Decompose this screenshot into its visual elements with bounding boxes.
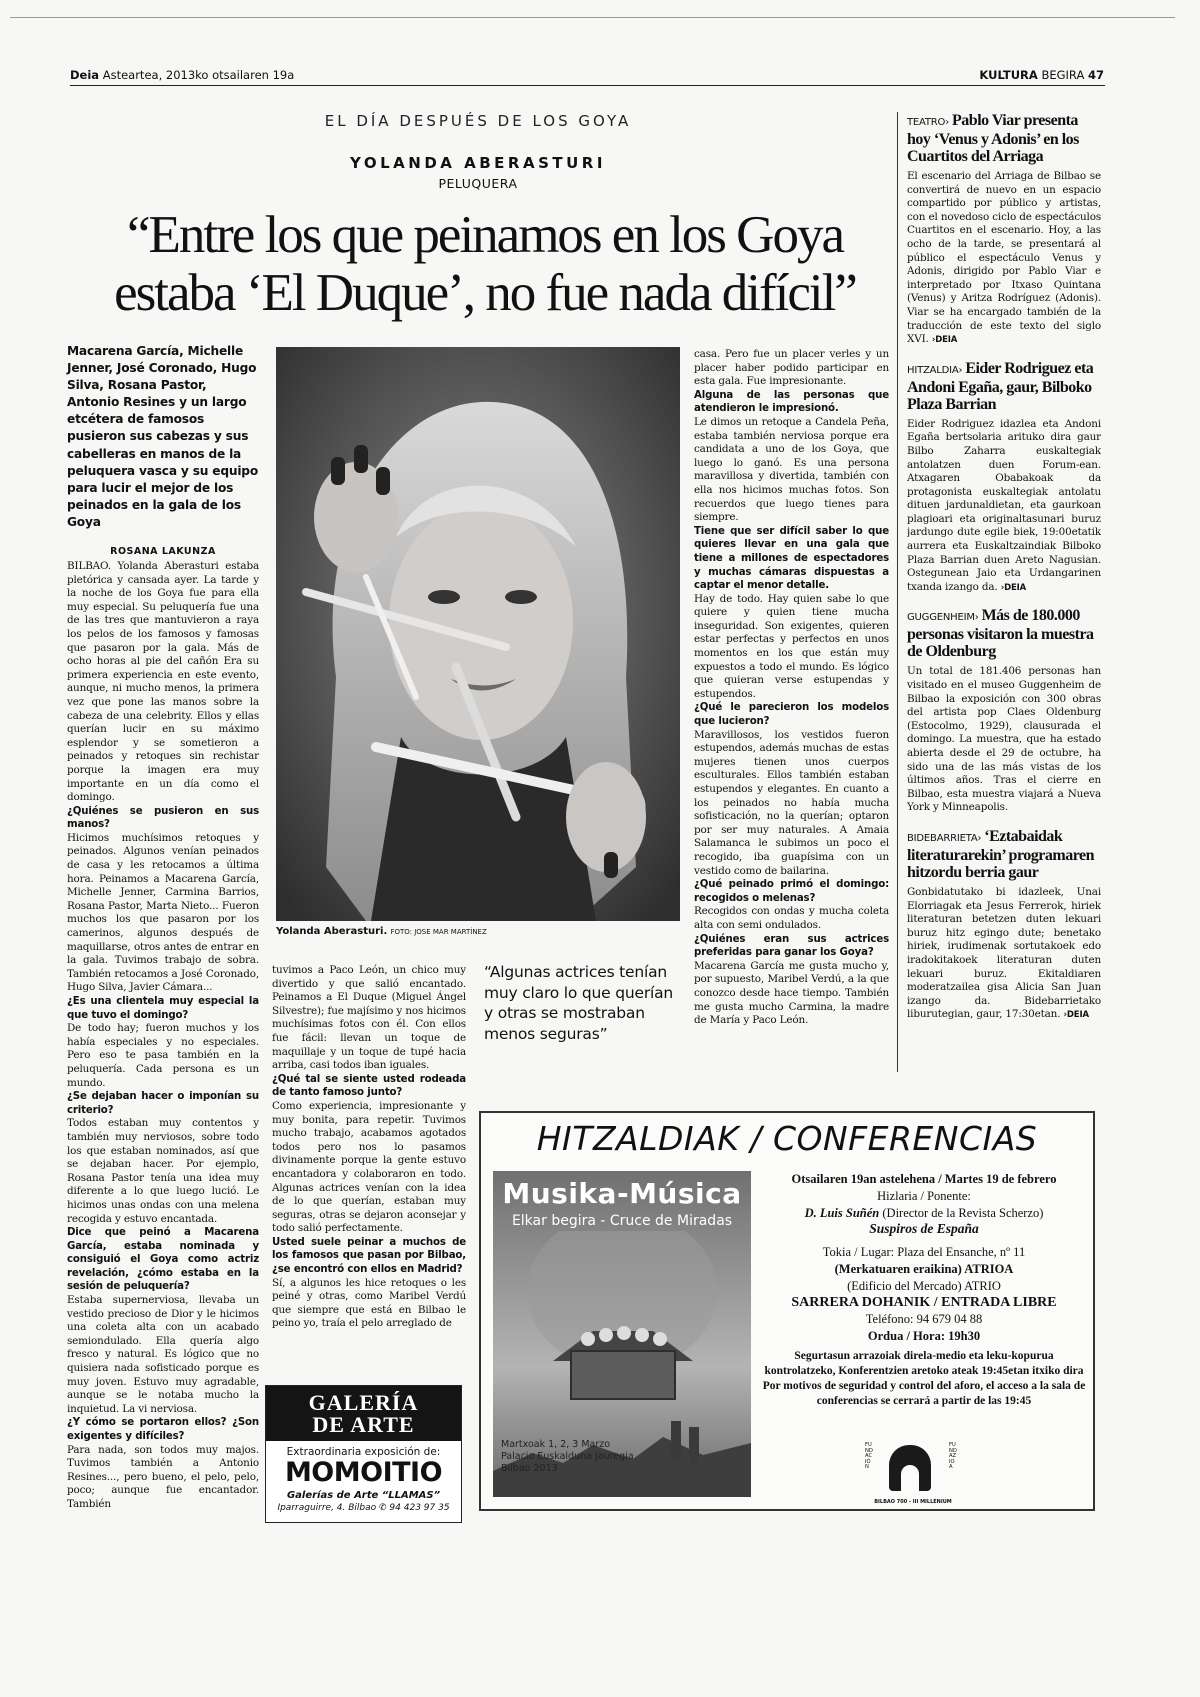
paragraph: Para nada, son todos muy majos. Tuvimos también a Antonio Resines..., pero bueno, el pelo, pelo, poco; aunque fue encantador. También [67,1443,259,1510]
brief-chevron-icon: › [958,364,966,376]
poster-city: Bilbao 2013 [501,1463,558,1474]
brief-kicker: TEATRO [907,117,946,128]
brief-body [907,418,1101,596]
conference-ad [479,1111,1095,1511]
sidebar-divider [897,112,898,1072]
paragraph: Hay de todo. Hay quien sabe lo que quiere y quien tiene mucha inseguridad. Son exigentes, quieren estar perfectas y perfectos en unos momentos en los que están muy expuestos a todo el mundo. Es lógico que quieran verse estupendas y estupendos. [694,592,889,700]
brief-body [907,886,1101,1023]
free-entry: SARRERA DOHANIK / ENTRADA LIBRE [791,1294,1057,1310]
foundation-left-text: FUNDACIÓN [865,1442,873,1471]
gallery-title-2: DE ARTE [312,1412,415,1437]
poster-venue: Palacio Euskalduna Jauregia [501,1451,634,1462]
paragraph: Estaba supernerviosa, llevaba un vestido precioso de Dior y le hicimos una coleta alta con un acabado semiondulado. Ella quería algo fresco y natural. Es lógico que no quisiera nada sofisticado porque es muy joven. Estuvo muy agradable, aunque se le notaba mucho la inquietud. La vi nerviosa. [67,1294,259,1415]
brief-chevron-icon: › [974,612,982,624]
brief-tag: ›DEIA [1063,1010,1089,1021]
caption-credit: FOTO: JOSE MAR MARTÍNEZ [390,928,487,936]
note-basque: Segurtasun arrazoiak direla-medio eta leku-kopurua kontrolatzeko, Konferentzien aretoko ateak 19:45etan itxiko dira [764,1349,1084,1377]
conference-date: Otsailaren 19an astelehena / Martes 19 de febrero [791,1172,1057,1186]
paragraph: Hicimos muchísimos retoques y peinados. Algunos venían peinados de casa y les retocamos a última hora. Peinamos a Macarena García, Michelle Jenner, Carmina Barrios, Rosana Pastor, Marta Nieto... Fueron muchos los que pasaron por los camerinos, algunos después de maquillarse, otros antes de entrar en la gala. Tuvimos trabajo de sobra. También retocamos a José Coronado, Hugo Silva, Javier Cámara... [67,831,259,994]
brief-title: Eider Rodriguez eta Andoni Egaña, gaur, Bilboko Plaza Barrian [907,359,1094,413]
interview-question: Tiene que ser difícil saber lo que quieres llevar en una gala que tiene a millones de espectadores y muchas cámaras dispuestas a captar el menor detalle. [694,525,889,592]
article-column-1 [67,560,259,1520]
brief-body [907,170,1101,348]
brief-body [907,665,1101,816]
brief-chevron-icon: › [945,117,953,128]
paragraph: tuvimos a Paco León, un chico muy divertido y que salió encantado. Peinamos a El Duque (Miguel Ángel Silvestre); fue majísimo y nos hicimos muchísimas fotos con él. Con ellos fue fácil: llevan un toque de maquillaje y un toque de tupé hacia arriba, casi todos iban iguales. [272,964,466,1072]
headline-line-1: “Entre los que peinamos en los Goya [127,206,843,264]
sidebar-brief [907,360,1101,596]
gallery-title-1: GALERÍA [308,1390,419,1415]
interview-question: ¿Quiénes eran sus actrices preferidas para ganar los Goya? [694,933,889,959]
brief-tag: ›DEIA [1000,582,1027,593]
header-rule [70,85,1105,86]
interview-question: Dice que peinó a Macarena García, estaba nominada y consiguió el Goya como actriz revelación, ¿cómo estaba en la sesión de peluquería? [67,1227,259,1293]
photo-caption [276,926,680,937]
page-header-left [70,68,294,82]
paragraph: Le dimos un retoque a Candela Peña, estaba también nerviosa porque era candidata a uno de los Goya, que luego lo ganó. Es una persona maravillosa y divertida, también con ella nos hicimos muchas fotos. Son recuerdos que luego tienes para siempre. [694,415,889,524]
portrait-illustration [276,347,680,921]
brief-heading [907,828,1101,881]
gallery-ad [265,1385,462,1523]
sidebar-brief [907,828,1101,1023]
sidebar-brief [907,112,1101,348]
brief-text: El escenario del Arriaga de Bilbao se convertirá de nuevo en un espacio compartido por público y artistas, con el novedoso ciclo de espectáculos Cuartitos en el escenario. Hoy, a las ocho de la tarde, se presentará al público el espectáculo Venus y Adonis, dirigido por Pablo Viar e interpretado por Itxaso Quintana (Venus) y Aritza Rodríguez (Adonis). Viar se ha encargado también de la traducción de este texto del siglo XVI. [907,170,1101,346]
gallery-header [266,1386,461,1441]
venue-line: Tokia / Lugar: Plaza del Ensanche, nº 11 [822,1245,1026,1260]
interview-question: ¿Qué tal se siente usted rodeada de tanto famoso junto? [272,1073,466,1099]
brief-heading [907,112,1101,165]
foundation-emblem-arch [901,1465,919,1491]
caption-name: Yolanda Aberasturi. [276,926,388,937]
section-name: KULTURA [979,68,1038,82]
interview-question: ¿Qué peinado primó el domingo: recogidos o melenas? [694,879,889,904]
interview-question: ¿Y cómo se portaron ellos? ¿Son exigentes y difíciles? [67,1417,259,1442]
article-kicker: EL DÍA DESPUÉS DE LOS GOYA [324,112,632,130]
brief-title: Más de 180.000 personas visitaron la muestra de Oldenburg [907,607,1094,661]
poster-title: Musika-Música [502,1177,742,1210]
speaker-name: D. Luis Suñén [804,1205,880,1220]
interview-question: Alguna de las personas que atendieron le impresionó. [694,389,889,415]
paragraph: casa. Pero fue un placer verles y un placer haber podido participar en esta gala. Fue impresionante. [694,348,889,388]
paragraph: Recogidos con ondas y mucha coleta alta con semi ondulados. [694,905,889,931]
paragraph: BILBAO. Yolanda Aberasturi estaba pletórica y cansada ayer. La tarde y la noche de los Goya fue para ella muy especial. Su peluquería fue una de las tres que mantuvieron a raya los pelos de los famosos y famosas que pasaron por la gala. Más de ocho horas al pie del cañón Era su primera experiencia en este evento, aunque, ni mucho menos, la primera vez que pone las manos sobre la cabeza de una celebrity. Ellos y ellas querían lucir en su máximo esplendor y se sometieron a peinados y retoques sin rechistar porque la imagen era muy importante en un día como el domingo. [67,560,259,804]
byline: ROSANA LAKUNZA [110,546,216,557]
foundation-right-text: FUNDAZIOA [949,1442,957,1471]
paragraph: Maravillosos, los vestidos fueron estupendos, además muchas de estas mujeres tienen unos cuerpos esculturales. Ellos también estaban estupendos y elegantes. En cuanto a los peinados no había mucha sofisticación, no la querían; optaron por ser muy naturales. A Amaia Salamanca le subimos un poco el recogido, iba guapísima con un vestido como de bailarina. [694,728,889,877]
poster-dates: Martxoak 1, 2, 3 Marzo [501,1439,611,1450]
brief-title: Pablo Viar presenta hoy ‘Venus y Adonis’ en los Cuartitos del Arriaga [907,112,1079,165]
poster-info [501,1439,634,1475]
speaker-line [759,1205,1089,1222]
conference-details [759,1171,1089,1409]
gallery-artist: MOMOITIO [284,1457,443,1488]
start-time: Ordua / Hora: 19h30 [867,1329,981,1344]
music-poster [493,1171,751,1497]
foundation-footer: BILBAO 700 - III MILLENIUM [874,1499,952,1505]
poster-subtitle: Elkar begira - Cruce de Miradas [511,1213,733,1229]
brief-kicker: HITZALDIA [907,364,959,376]
paragraph: De todo hay; fueron muchos y los había especiales y no especiales. Pero eso te pasa también en la peluquería. Cada persona es un mundo. [67,1022,259,1089]
note-spanish: Por motivos de seguridad y control del aforo, el acceso a la sala de conferencias se cerrará a partir de las 19:45 [762,1379,1086,1407]
gallery-name: Galerías de Arte “LLAMAS” [286,1490,441,1501]
paper-name: Deia [70,68,100,82]
venue-building-eu: (Merkatuaren eraikina) ATRIOA [834,1261,1014,1276]
page-number: 47 [1087,68,1104,82]
brief-kicker: BIDEBARRIETA [907,832,978,844]
header-date: Asteartea, 2013ko otsailaren 19a [102,68,295,82]
brief-heading [907,607,1101,660]
brief-text: Gonbidatutako bi idazleek, Unai Elorriagak eta Jesus Ferrerok, hiriek literaturan betetzen duten lekuari buruz hitz egingo dute; benetako hiriek, irudimenak sortutakoek edo iradokitakoek literaturan duten lekuari buruz. Ekitaldiaren moderatzailea gisa Alicia San Juan izango da. Bidebarrietako liburutegian, gaur, 17:30etan. [907,885,1101,1021]
foundation-logo [853,1443,973,1507]
brief-text: Eider Rodriguez idazlea eta Andoni Egaña bertsolaria arituko dira gaur Bilbo Zaharra euskaltegiak antolatzen duen Forum-ean. Atxagaren Obabakoak da protagonista euskaltegiak antolatu dituen jardunaldietan, eta gaurkoan plagioari eta originaltasunari buruz jardungo dute egile biek, 19:00etatik aurrera eta Euskaltzaindiak Bilboko Plaza Barrian duen Areto Nagusian. Ostegunean Jaio eta Urdangarinen txanda izango da. [907,417,1101,593]
headline [60,206,910,322]
paragraph: Como experiencia, impresionante y muy bonita, para repetir. Tuvimos mucho trabajo, acabamos agotados todos pero nos lo pasamos divinamente porque la gente estuvo encantadora y colaboraron en todo. Algunas actrices venían con la idea de lo que querían, estaban muy seguras, otras se dejaron aconsejar y todo salió perfectamente. [272,1099,466,1235]
speaker-role: (Director de la Revista Scherzo) [882,1205,1044,1220]
sidebar-briefs [907,112,1101,1077]
speaker-label: Hizlaria / Ponente: [877,1188,971,1203]
brief-chevron-icon: › [977,832,985,844]
article-column-3 [694,348,889,1068]
page-header-right [979,68,1104,82]
paragraph: Macarena García me gusta mucho y, por supuesto, Maribel Verdú, a la que conozco desde hace tiempo. También me gusta mucho Carmina, la madre de María y Paco León. [694,959,889,1027]
brief-tag: ›DEIA [931,335,958,346]
interview-question: ¿Se dejaban hacer o imponían su criterio? [67,1091,259,1116]
portrait-photo [276,347,680,921]
paragraph: Sí, a algunos les hice retoques o les peiné y otras, como Maribel Verdú que siempre que está en Bilbao le peino yo, traía el pelo arreglado de [272,1276,466,1330]
interview-question: Usted suele peinar a muchos de los famosos que pasan por Bilbao, ¿se encontró con ellos en Madrid? [272,1236,466,1276]
paragraph: Todos estaban muy contentos y también muy nerviosos, sobre todo los que estaban nominados, así que se dejaban hacer. Por ejemplo, Rosana Pastor tenía una idea muy diferente a lo que luego lució. Le hicimos unas ondas con una melena recogida y estuvo encantada. [67,1117,259,1225]
interview-question: ¿Qué le parecieron los modelos que lucieron? [694,702,889,728]
headline-line-2: estaba ‘El Duque’, no fue nada difícil” [114,264,856,322]
subject-role: PELUQUERA [438,176,518,191]
article-column-2 [272,964,466,1376]
subject-name: YOLANDA ABERASTURI [350,154,606,172]
brief-kicker: GUGGENHEIM [907,612,975,624]
phone-number: Teléfono: 94 679 04 88 [865,1312,983,1327]
section-sub: BEGIRA [1041,68,1085,82]
conference-ad-title: HITZALDIAK / CONFERENCIAS [536,1119,1038,1158]
gallery-address: Iparraguirre, 4. Bilbao ✆ 94 423 97 35 [277,1503,450,1513]
sidebar-brief [907,607,1101,816]
brief-title: ‘Eztabaidak literaturarekin’ programaren hitzordu berria gaur [907,827,1094,881]
pull-quote: “Algunas actrices tenían muy claro lo que querían y otras se mostraban menos seguras” [484,963,674,1043]
brief-heading [907,360,1101,413]
venue-building-es: (Edificio del Mercado) ATRIO [847,1278,1001,1293]
interview-question: ¿Quiénes se pusieron en sus manos? [67,805,259,831]
talk-title: Suspiros de España [869,1221,979,1237]
interview-question: ¿Es una clientela muy especial la que tuvo el domingo? [67,996,259,1021]
gallery-subtitle: Extraordinaria exposición de: [286,1446,441,1458]
scan-edge-line [10,17,1175,18]
brief-text: Un total de 181.406 personas han visitado en el museo Guggenheim de Bilbao la exposición con 300 obras del artista pop Claes Oldenburg (Estocolmo, 1929), clausurada el domingo. La muestra, que ha estado abierta desde el 29 de octubre, ha sido una de las más vistas de los últimos años. Tras el cierre en Bilbao, esta muestra viajará a Nueva York y Minneapolis. [907,665,1101,814]
article-lede: Macarena García, Michelle Jenner, José Coronado, Hugo Silva, Rosana Pastor, Antonio Resines y un largo etcétera de famosos pusieron sus cabezas y sus cabelleras en manos de la peluquera vasca y su equipo para lucir el mejor de los peinados en la gala de los Goya [67,344,259,529]
